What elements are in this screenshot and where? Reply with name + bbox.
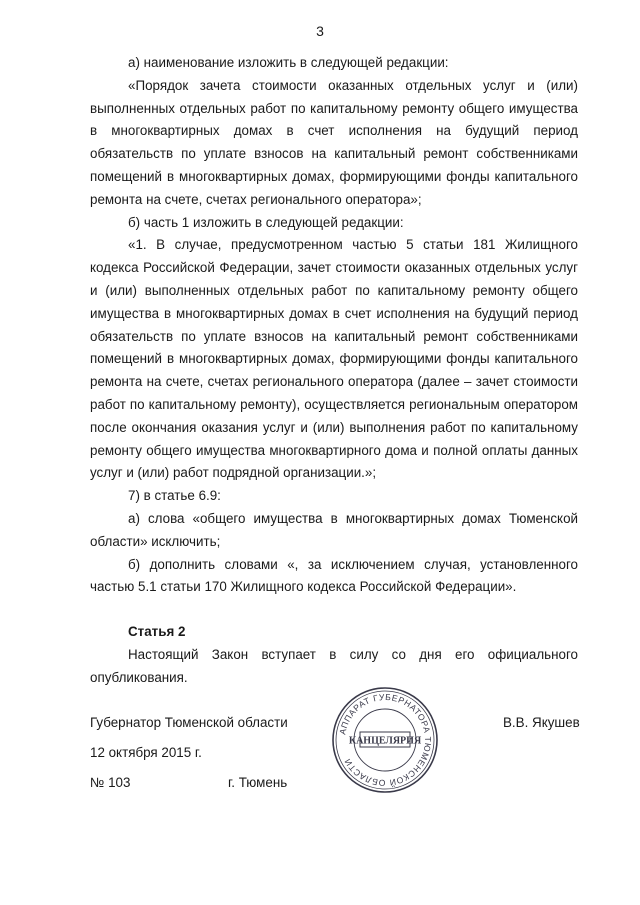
stamp-ring-text: АППАРАТ ГУБЕРНАТОРА ТЮМЕНСКОЙ ОБЛАСТИ	[337, 691, 434, 789]
paragraph-words-added: б) дополнить словами «, за исключением случая, установленного частью 5.1 статьи 170 Жилищного кодекса Российской Федерации».	[90, 556, 578, 595]
law-number: № 103	[90, 775, 131, 790]
paragraph-part1-quote: «1. В случае, предусмотренном частью 5 статьи 181 Жилищного кодекса Российской Федерации, зачет стоимости оказанных отдельных услуг и (или) выполненных отдельных работ по капитальному ремонту общего имущества в многоквартирных домах в счет исполнения на будущий период обязательств по уплате взносов на капитальный ремонт собственниками помещений в многоквартирных домах, формирующими фонды капитального ремонта на счете, счетах регионального оператора (далее – зачет стоимости работ по капитальному ремонту), осуществляется региональным оператором после окончания оказания услуг и (или) выполнения работ по капитальному ремонту общего имущества многоквартирного дома и полной оплаты данных услуг и (или) работ подрядной организации.»;	[90, 237, 578, 481]
signing-date: 12 октября 2015 г.	[90, 745, 202, 760]
document-body	[90, 52, 578, 690]
page-number: 3	[316, 23, 324, 39]
paragraph-name-quote: «Порядок зачета стоимости оказанных отдельных услуг и (или) выполненных отдельных работ по капитальному ремонту общего имущества в многоквартирных домах в счет исполнения на будущий период обязательств по уплате взносов на капитальный ремонт собственниками помещений в многоквартирных домах, формирующими фонды капитального ремонта на счете, счетах регионального оператора»;	[90, 77, 578, 207]
paragraph-words-excluded: а) слова «общего имущества в многоквартирных домах Тюменской области» исключить;	[90, 510, 578, 549]
paragraph-name-amendment: а) наименование изложить в следующей редакции:	[128, 55, 449, 70]
office-stamp	[330, 685, 440, 795]
article-title: Статья 2	[128, 624, 186, 640]
paragraph-part1-amendment: б) часть 1 изложить в следующей редакции:	[128, 214, 404, 230]
signing-city: г. Тюмень	[228, 775, 288, 790]
governor-position: Губернатор Тюменской области	[90, 715, 288, 730]
governor-name: В.В. Якушев	[503, 715, 580, 730]
article-text: Настоящий Закон вступает в силу со дня его официального опубликования.	[90, 646, 578, 685]
stamp-seal	[330, 685, 440, 795]
paragraph-article-6-9: 7) в статье 6.9:	[128, 488, 221, 504]
stamp-center-text: КАНЦЕЛЯРИЯ	[348, 735, 422, 747]
